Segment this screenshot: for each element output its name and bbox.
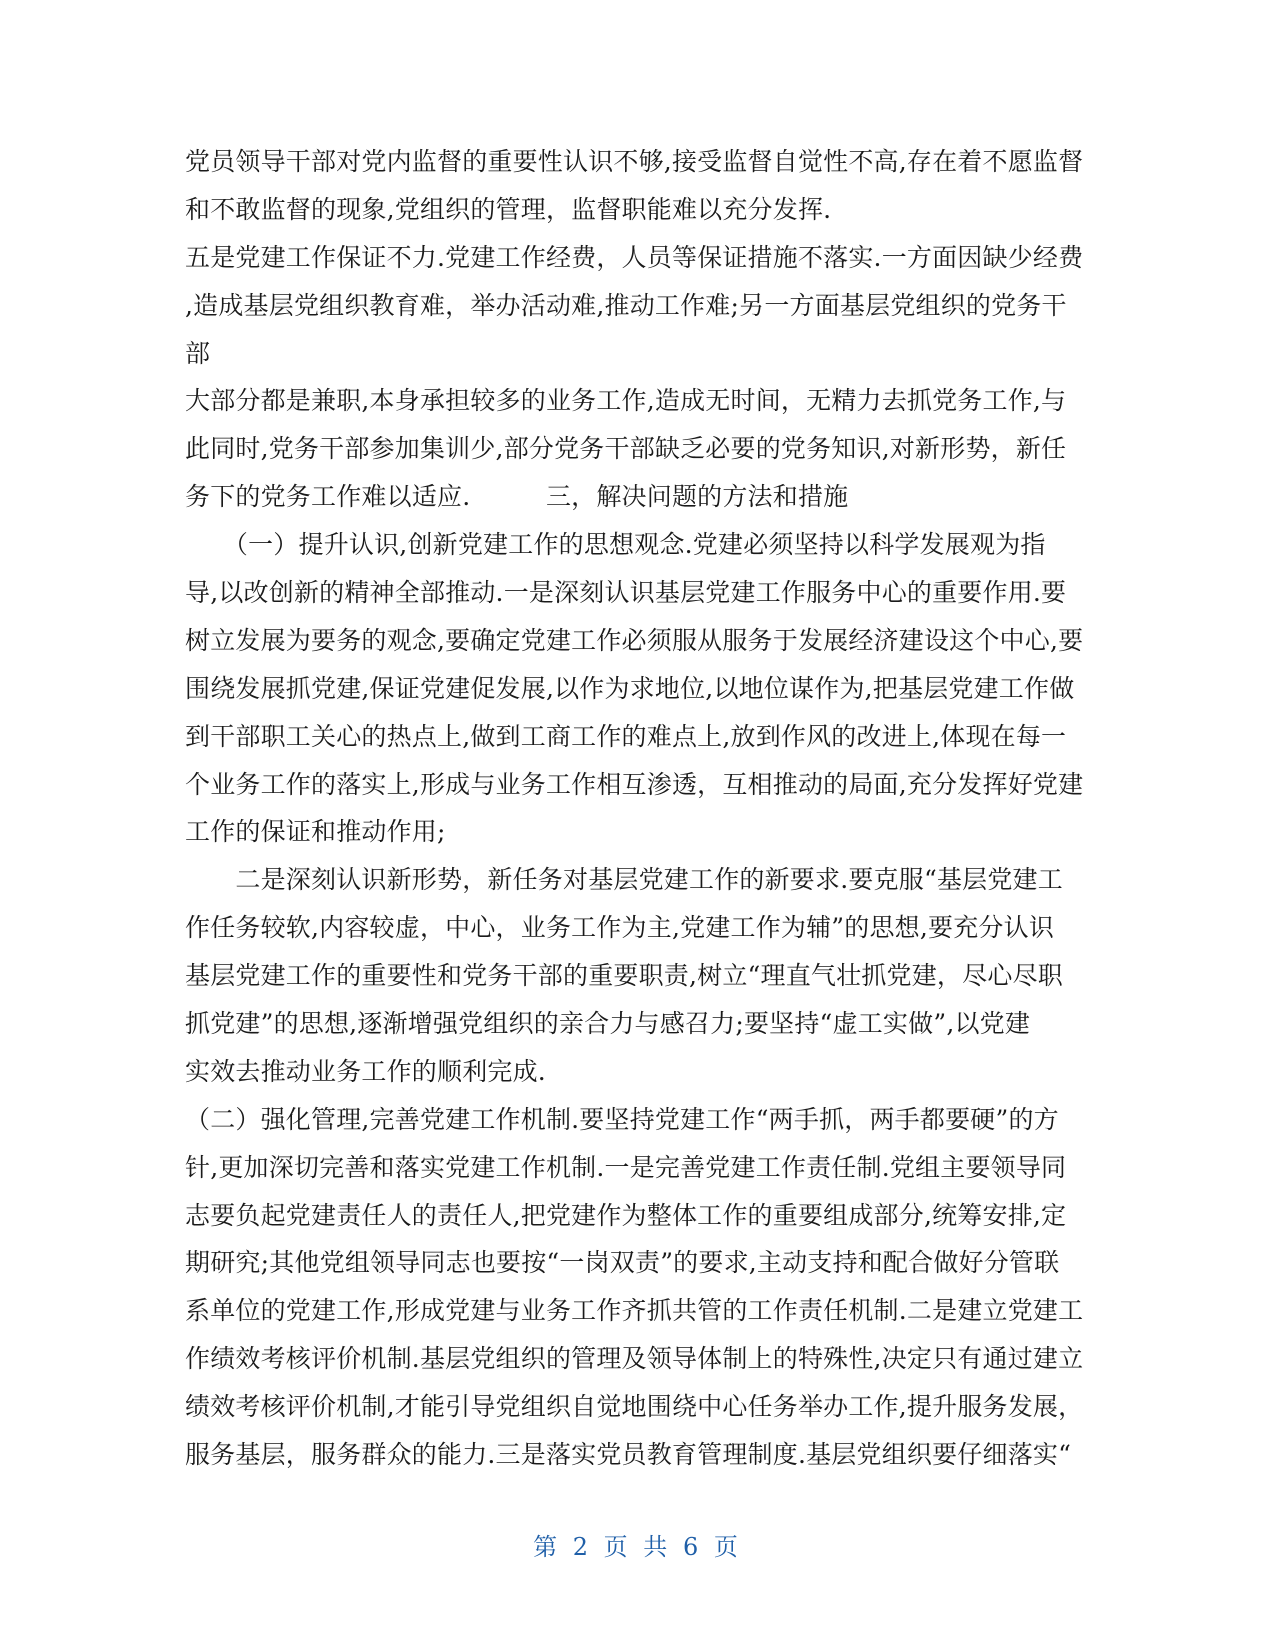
- text-line: （一）提升认识,创新党建工作的思想观念.党建必须坚持以科学发展观为指: [185, 530, 1046, 560]
- text-line: 二是深刻认识新形势，新任务对基层党建工作的新要求.要克服“基层党建工: [185, 865, 1063, 895]
- text-line: 工作的保证和推动作用;: [185, 817, 446, 847]
- document-body: [185, 138, 1090, 1479]
- text-line: 服务基层，服务群众的能力.三是落实党员教育管理制度.基层党组织要仔细落实“: [185, 1440, 1072, 1470]
- text-line: 个业务工作的落实上,形成与业务工作相互渗透，互相推动的局面,充分发挥好党建: [185, 769, 1084, 799]
- text-line: 实效去推动业务工作的顺利完成.: [185, 1056, 546, 1086]
- text-line: 作绩效考核评价机制.基层党组织的管理及领导体制上的特殊性,决定只有通过建立: [185, 1344, 1084, 1374]
- text-line: 五是党建工作保证不力.党建工作经费，人员等保证措施不落实.一方面因缺少经费: [185, 242, 1084, 272]
- text-line: ,造成基层党组织教育难，举办活动难,推动工作难;另一方面基层党组织的党务干: [185, 290, 1067, 320]
- page-number-footer: 第 2 页 共 6 页: [533, 1533, 742, 1561]
- text-line: 针,更加深切完善和落实党建工作机制.一是完善党建工作责任制.党组主要领导同: [185, 1152, 1067, 1182]
- text-line: 围绕发展抓党建,保证党建促发展,以作为求地位,以地位谋作为,把基层党建工作做: [185, 673, 1075, 703]
- text-line: 此同时,党务干部参加集训少,部分党务干部缺乏必要的党务知识,对新形势，新任: [185, 434, 1067, 464]
- text-line: 导,以改创新的精神全部推动.一是深刻认识基层党建工作服务中心的重要作用.要: [185, 578, 1067, 608]
- text-line: 部: [185, 338, 211, 368]
- text-line: 党员领导干部对党内监督的重要性认识不够,接受监督自觉性不高,存在着不愿监督: [185, 147, 1084, 176]
- text-line: 到干部职工关心的热点上,做到工商工作的难点上,放到作风的改进上,体现在每一: [185, 721, 1067, 751]
- text-line: 大部分都是兼职,本身承担较多的业务工作,造成无时间，无精力去抓党务工作,与: [185, 386, 1067, 416]
- text-line: 绩效考核评价机制,才能引导党组织自觉地围绕中心任务举办工作,提升服务发展，: [185, 1392, 1084, 1422]
- text-line: 抓党建”的思想,逐渐增强党组织的亲合力与感召力;要坚持“虚工实做”,以党建: [185, 1009, 1031, 1039]
- text-line: （二）强化管理,完善党建工作机制.要坚持党建工作“两手抓，两手都要硬”的方: [185, 1104, 1059, 1134]
- text-line: 基层党建工作的重要性和党务干部的重要职责,树立“理直气壮抓党建，尽心尽职: [185, 961, 1063, 991]
- text-line: 期研究;其他党组领导同志也要按“一岗双责”的要求,主动支持和配合做好分管联: [185, 1248, 1060, 1278]
- text-line: 树立发展为要务的观念,要确定党建工作必须服从服务于发展经济建设这个中心,要: [185, 625, 1084, 655]
- text-line: 系单位的党建工作,形成党建与业务工作齐抓共管的工作责任机制.二是建立党建工: [185, 1296, 1084, 1326]
- text-line: 和不敢监督的现象,党组织的管理，监督职能难以充分发挥.: [185, 194, 832, 224]
- text-line: 务下的党务工作难以适应. 三，解决问题的方法和措施: [185, 482, 849, 512]
- text-line: 作任务较软,内容较虚，中心，业务工作为主,党建工作为辅”的思想,要充分认识: [185, 913, 1055, 943]
- text-line: 志要负起党建责任人的责任人,把党建作为整体工作的重要组成部分,统筹安排,定: [185, 1200, 1067, 1230]
